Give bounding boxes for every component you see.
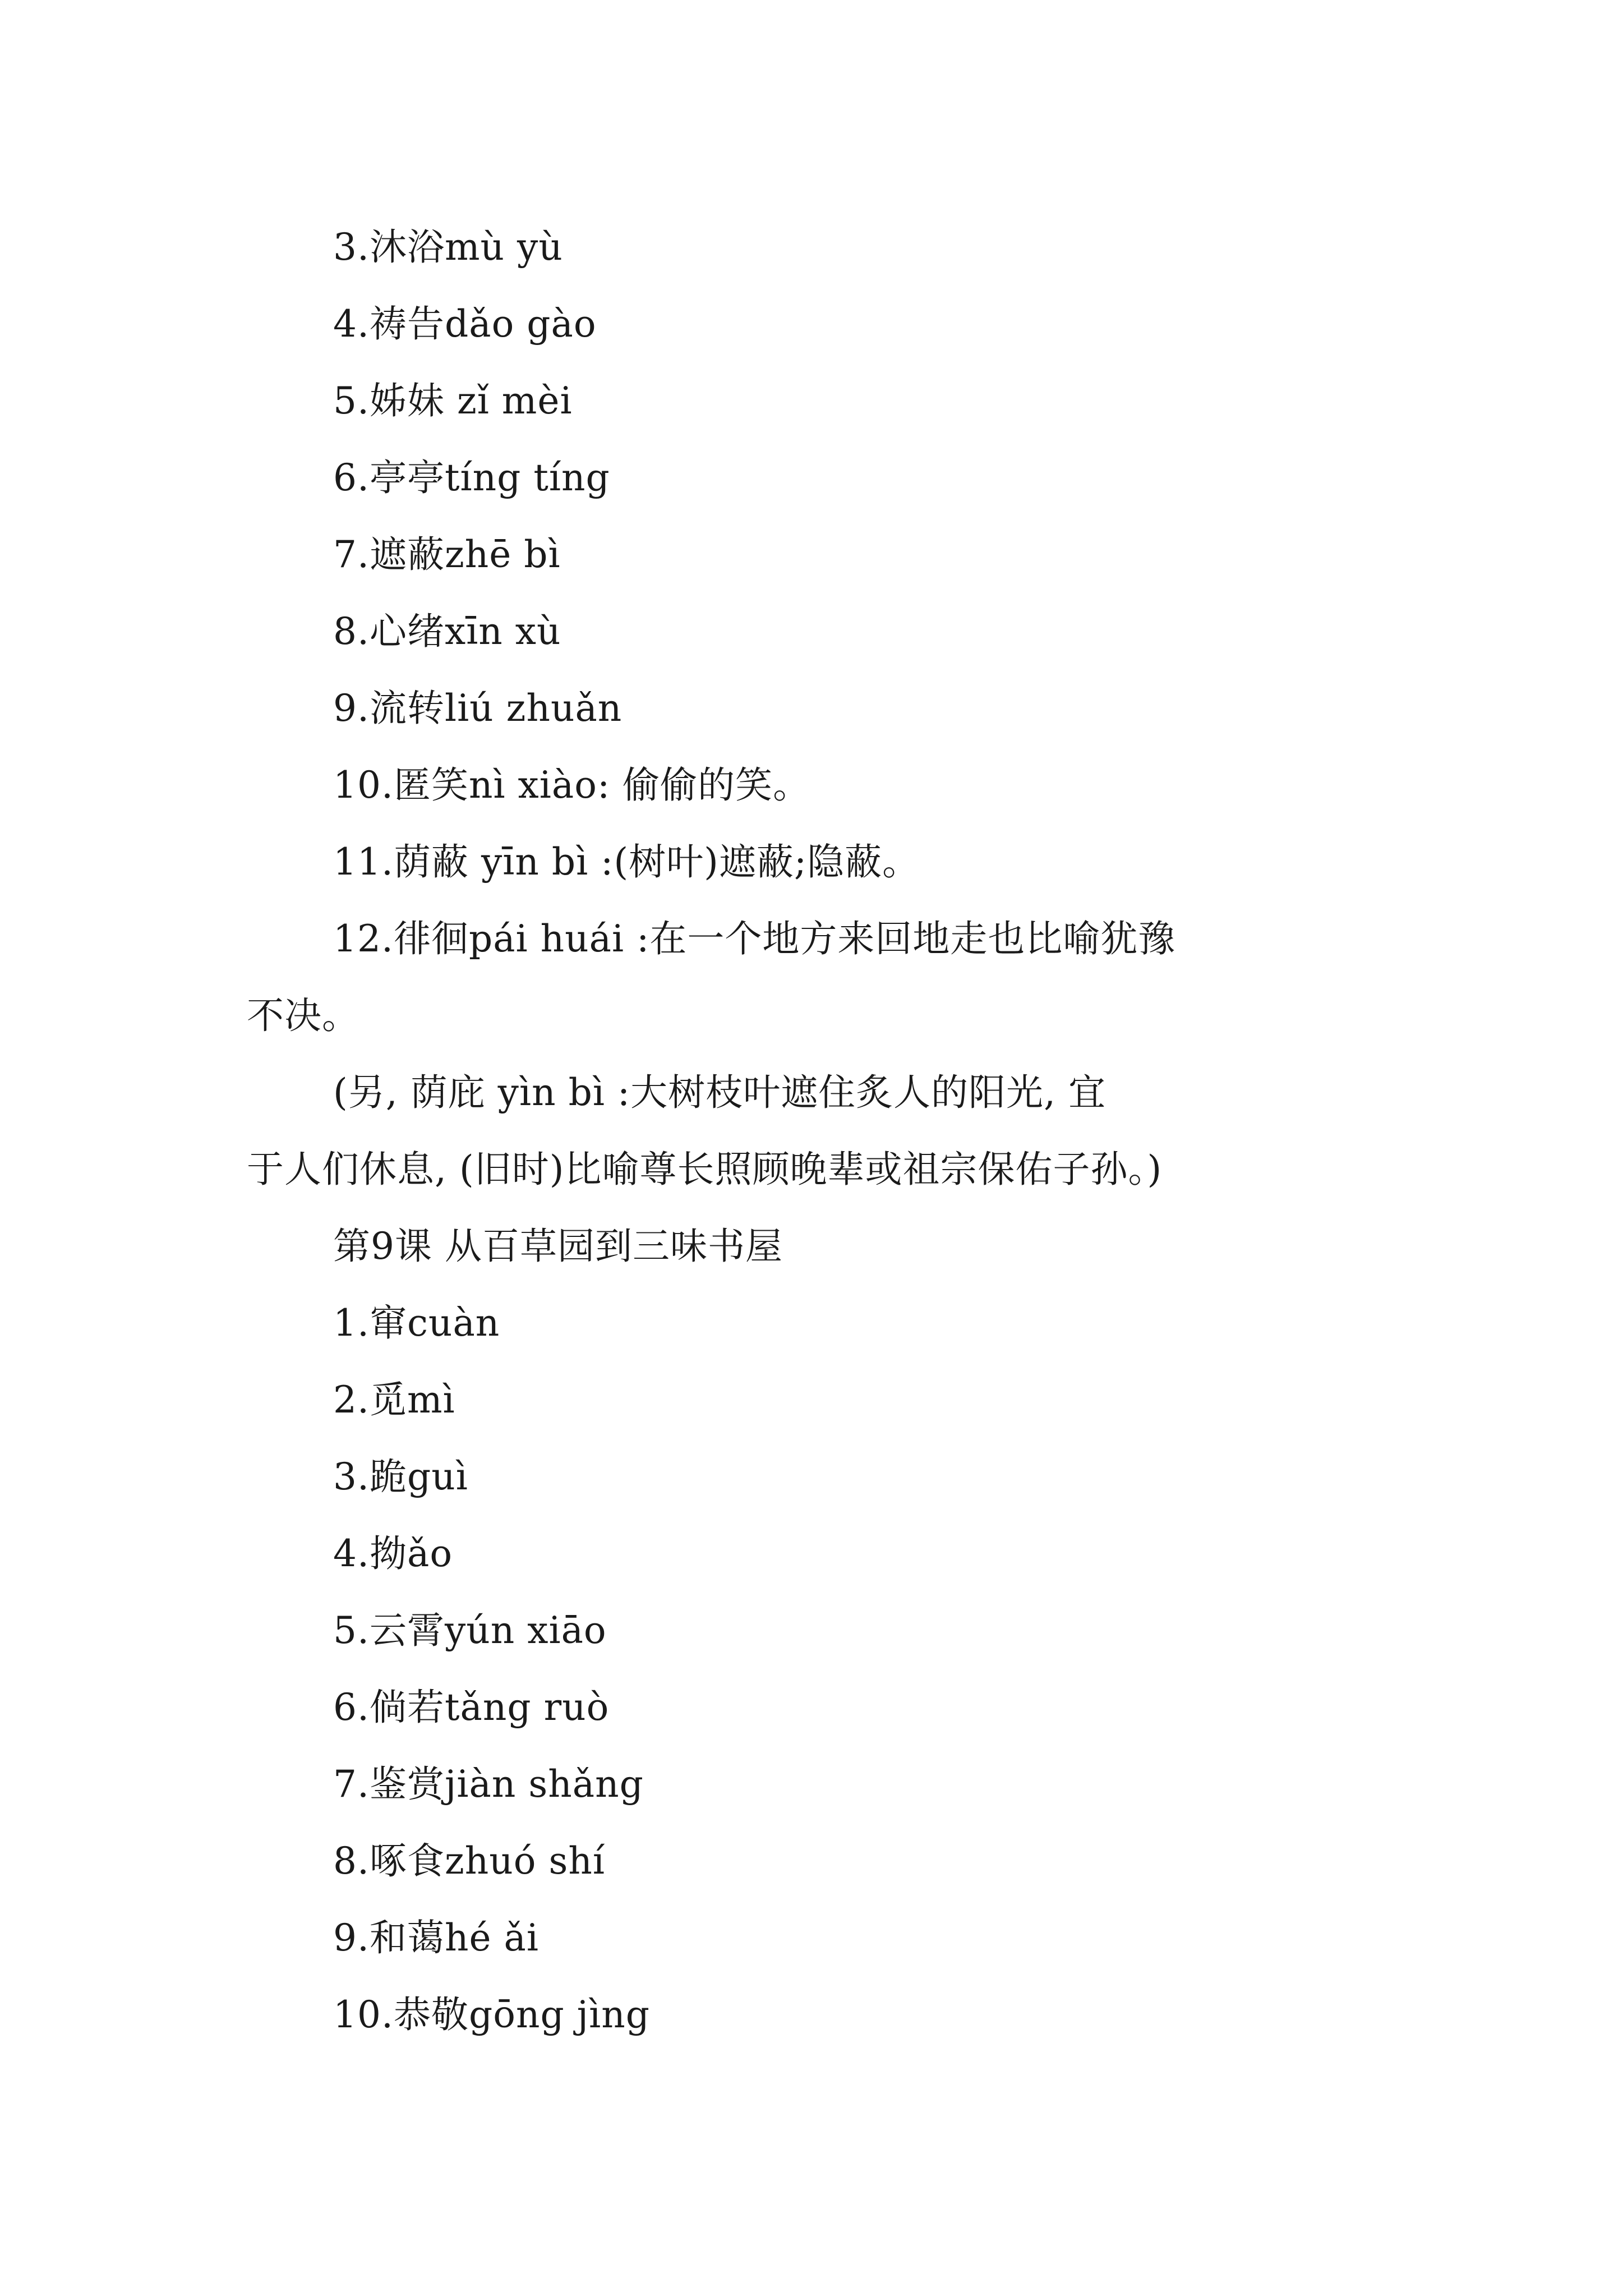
- lesson-vocab-line-9: 9.和蔼hé ǎi: [333, 1916, 539, 1959]
- lesson-vocab-line-4: 4.拗ǎo: [333, 1532, 453, 1575]
- lesson-vocab-line-10: 10.恭敬gōng jìng: [333, 1993, 651, 2036]
- lesson-vocab-line-8: 8.啄食zhuó shí: [333, 1839, 605, 1883]
- lesson-vocab-line-6: 6.倘若tǎng ruò: [333, 1686, 610, 1729]
- lesson-vocab-line-5: 5.云霄yún xiāo: [333, 1609, 607, 1652]
- lesson-vocab-line-7: 7.鉴赏jiàn shǎng: [333, 1763, 644, 1806]
- vocab-line-2: 4.祷告dǎo gào: [333, 302, 597, 346]
- vocab-line-7: 9.流转liú zhuǎn: [333, 687, 623, 730]
- vocab-line-3: 5.姊妹 zǐ mèi: [333, 379, 573, 422]
- vocab-line-4: 6.亭亭tíng tíng: [333, 456, 610, 499]
- vocab-line-9: 11.荫蔽 yīn bì :(树叶)遮蔽;隐蔽。: [333, 840, 920, 884]
- vocab-line-10: 12.徘徊pái huái :在一个地方来回地走也比喻犹豫: [333, 917, 1176, 960]
- vocab-line-8: 10.匿笑nì xiào: 偷偷的笑。: [333, 763, 811, 807]
- document-body: [247, 209, 1380, 2053]
- lesson-heading: 第9课 从百草园到三味书屋: [333, 1225, 783, 1268]
- vocab-line-5: 7.遮蔽zhē bì: [333, 533, 561, 576]
- lesson-vocab-line-2: 2.觅mì: [333, 1378, 455, 1421]
- lesson-vocab-line-1: 1.窜cuàn: [333, 1301, 500, 1345]
- note-line-continued: 于人们休息, (旧时)比喻尊长照顾晚辈或祖宗保佑子孙。): [247, 1148, 1163, 1191]
- vocab-line-10-continued: 不决。: [247, 994, 359, 1037]
- vocab-line-1: 3.沐浴mù yù: [333, 226, 563, 269]
- lesson-vocab-line-3: 3.跪guì: [333, 1455, 468, 1498]
- vocab-line-6: 8.心绪xīn xù: [333, 610, 561, 653]
- note-line: (另, 荫庇 yìn bì :大树枝叶遮住炙人的阳光, 宜: [333, 1071, 1106, 1114]
